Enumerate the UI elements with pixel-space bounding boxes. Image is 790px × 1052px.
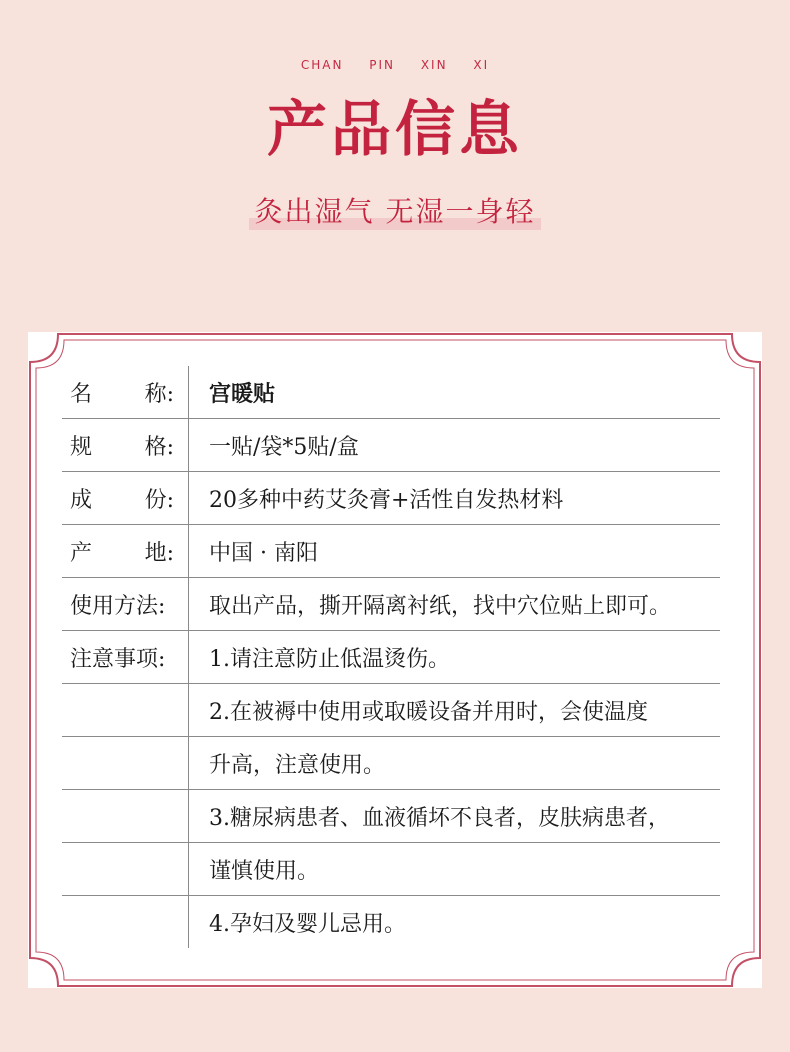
usage-value: 取出产品，撕开隔离衬纸，找中穴位贴上即可。 bbox=[189, 578, 721, 631]
ingredients-value: 20多种中药艾灸膏+活性自发热材料 bbox=[189, 472, 721, 525]
table-row bbox=[62, 631, 720, 684]
row-label bbox=[62, 843, 189, 896]
caution-item: 谨慎使用。 bbox=[189, 843, 721, 896]
row-label: 成 份: bbox=[62, 472, 189, 525]
table-row bbox=[62, 525, 720, 578]
caution-item: 2.在被褥中使用或取暖设备并用时，会使温度 bbox=[189, 684, 721, 737]
page-title: 产品信息 bbox=[267, 95, 523, 165]
row-label: 注意事项: bbox=[62, 631, 189, 684]
table-row bbox=[62, 684, 720, 737]
caution-item: 1.请注意防止低温烫伤。 bbox=[189, 631, 721, 684]
table-row bbox=[62, 366, 720, 419]
row-label: 使用方法: bbox=[62, 578, 189, 631]
row-label bbox=[62, 684, 189, 737]
row-label: 产 地: bbox=[62, 525, 189, 578]
row-label bbox=[62, 896, 189, 949]
row-label bbox=[62, 737, 189, 790]
table-row bbox=[62, 790, 720, 843]
subtitle-wrap bbox=[0, 190, 790, 230]
product-name: 宫暖贴 bbox=[189, 366, 721, 419]
table-row bbox=[62, 578, 720, 631]
table-row bbox=[62, 472, 720, 525]
row-label: 名 称: bbox=[62, 366, 189, 419]
table-row bbox=[62, 419, 720, 472]
row-label: 规 格: bbox=[62, 419, 189, 472]
table-row bbox=[62, 737, 720, 790]
origin-value: 中国 · 南阳 bbox=[189, 525, 721, 578]
slogan: 灸出湿气 无湿一身轻 bbox=[249, 190, 542, 230]
product-info-table bbox=[62, 366, 720, 948]
table-row bbox=[62, 896, 720, 949]
caution-item: 4.孕妇及婴儿忌用。 bbox=[209, 911, 406, 937]
caution-item: 升高，注意使用。 bbox=[189, 737, 721, 790]
caution-item: 3.糖尿病患者、血液循坏不良者，皮肤病患者， bbox=[189, 790, 721, 843]
spec-value: 一贴/袋*5贴/盒 bbox=[189, 419, 721, 472]
row-label bbox=[62, 790, 189, 843]
pinyin-heading: CHAN PIN XIN XI bbox=[300, 58, 490, 72]
table-row bbox=[62, 843, 720, 896]
